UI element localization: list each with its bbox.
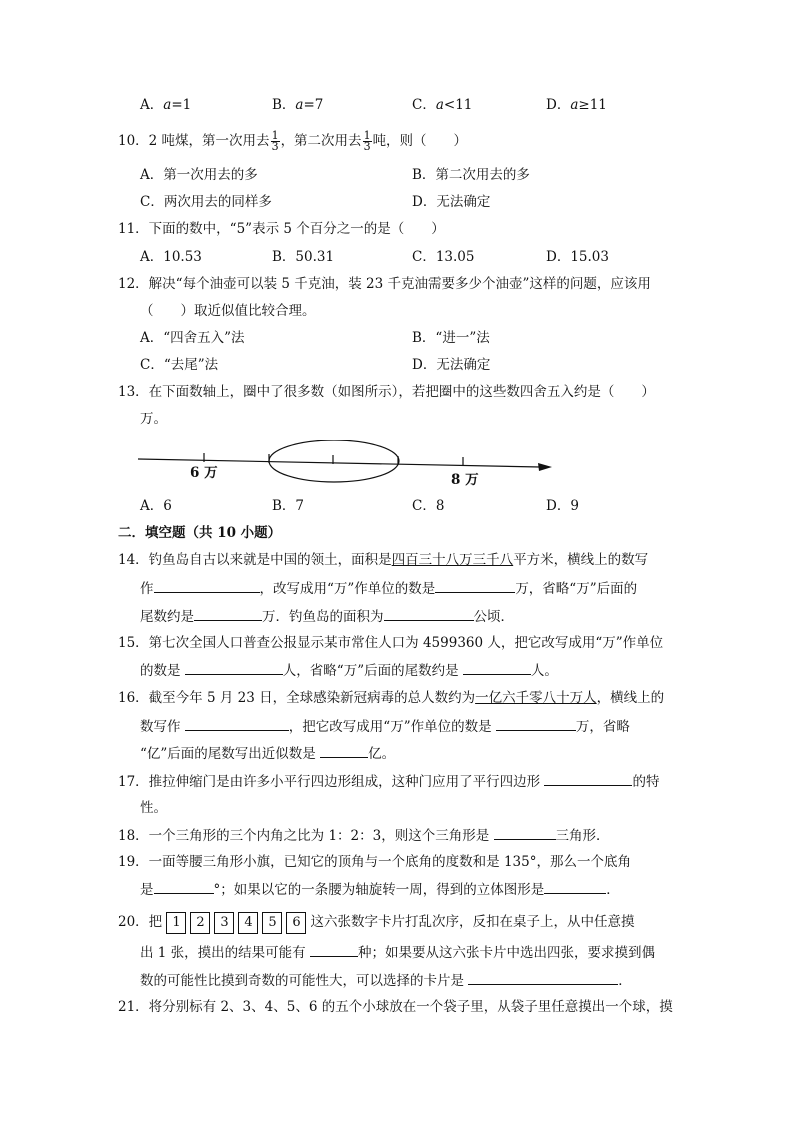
q11-option-d: D．15.03 bbox=[546, 249, 609, 265]
q19-line1: 19．一面等腰三角形小旗，已知它的顶角与一个底角的度数和是 135°，那么一个底角 bbox=[118, 854, 631, 870]
blank[interactable] bbox=[494, 825, 556, 840]
section-heading: 二．填空题（共 10 小题） bbox=[118, 525, 282, 541]
q12-stem-line2: （ ）取近似值比较合理。 bbox=[140, 303, 316, 319]
q9-option-b: B．a=7 bbox=[272, 97, 324, 113]
number-card: 2 bbox=[190, 912, 210, 934]
q10-option-d: D．无法确定 bbox=[412, 194, 491, 210]
q9-option-d: D．a≥11 bbox=[546, 97, 607, 113]
label-6-wan: 6 万 bbox=[190, 465, 218, 481]
q20-line1: 20．把 1 2 3 4 5 6 这六张数字卡片打乱次序，反扣在桌子上，从中任意摸 bbox=[118, 910, 634, 934]
q16-line1: 16．截至今年 5 月 23 日，全球感染新冠病毒的总人数约为一亿六千零八十万人，横线上的 bbox=[118, 690, 665, 706]
q19-line2: 是 °；如果以它的一条腰为轴旋转一周，得到的立体图形是 ． bbox=[140, 879, 620, 900]
q14-line3: 尾数约是 万．钓鱼岛的面积为 公顷． bbox=[140, 606, 514, 627]
number-card: 5 bbox=[262, 912, 282, 934]
q13-stem-line1: 13．在下面数轴上，圈中了很多数（如图所示），若把圈中的这些数四舍五入约是（ ） bbox=[118, 384, 655, 400]
q15-line1: 15．第七次全国人口普查公报显示某市常住人口为 4599360 人，把它改写成用“万”作单位 bbox=[118, 635, 664, 651]
q13-stem-line2: 万。 bbox=[140, 411, 167, 427]
q17-line1: 17．推拉伸缩门是由许多小平行四边形组成，这种门应用了平行四边形 的特 bbox=[118, 771, 659, 792]
q13-option-d: D．9 bbox=[546, 498, 579, 514]
q9-option-c: C．a<11 bbox=[412, 97, 473, 113]
q12-option-a: A．“四舍五入”法 bbox=[140, 330, 245, 346]
blank[interactable] bbox=[544, 771, 632, 786]
q20-line2: 出 1 张，摸出的结果可能有 种；如果要从这六张卡片中选出四张，要求摸到偶 bbox=[140, 942, 655, 963]
q16-line3: “亿”后面的尾数写出近似数是 亿。 bbox=[140, 743, 395, 764]
blank[interactable] bbox=[185, 660, 283, 675]
number-card: 3 bbox=[214, 912, 234, 934]
q17-line2: 性。 bbox=[140, 800, 167, 816]
q12-option-b: B．“进一”法 bbox=[412, 330, 490, 346]
q11-stem: 11．下面的数中，“5”表示 5 个百分之一的是（ ） bbox=[118, 221, 445, 237]
q12-stem-line1: 12．解决“每个油壶可以装 5 千克油，装 23 千克油需要多少个油壶”这样的问题，应该用 bbox=[118, 276, 651, 292]
q18-line1: 18．一个三角形的三个内角之比为 1：2：3，则这个三角形是 三角形． bbox=[118, 825, 610, 846]
number-card: 1 bbox=[166, 912, 186, 934]
q12-option-d: D．无法确定 bbox=[412, 357, 491, 373]
number-card: 4 bbox=[238, 912, 258, 934]
blank[interactable] bbox=[468, 970, 618, 985]
q11-option-c: C．13.05 bbox=[412, 249, 475, 265]
q13-option-c: C．8 bbox=[412, 498, 445, 514]
q13-option-b: B．7 bbox=[272, 498, 305, 514]
q9-option-a: A．a=1 bbox=[140, 97, 192, 113]
q21-line1: 21．将分别标有 2、3、4、5、6 的五个小球放在一个袋子里，从袋子里任意摸出一个球，摸 bbox=[118, 999, 673, 1015]
q16-line2: 数写作 ，把它改写成用“万”作单位的数是 万，省略 bbox=[140, 716, 630, 737]
q13-option-a: A．6 bbox=[140, 498, 172, 514]
q14-line2: 作 ，改写成用“万”作单位的数是 万，省略“万”后面的 bbox=[140, 578, 637, 599]
q10-option-a: A．第一次用去的多 bbox=[140, 167, 258, 183]
blank[interactable] bbox=[435, 578, 515, 593]
blank[interactable] bbox=[154, 578, 260, 593]
q10-option-b: B．第二次用去的多 bbox=[412, 167, 530, 183]
blank[interactable] bbox=[463, 660, 531, 675]
q12-option-c: C．“去尾”法 bbox=[140, 357, 219, 373]
q20-line3: 数的可能性比摸到奇数的可能性大，可以选择的卡片是 ． bbox=[140, 970, 632, 991]
blank[interactable] bbox=[544, 879, 606, 894]
q10-stem: 10．2 吨煤，第一次用去 $\frac{1}{3}$ ，第二次用去 $\frac{1}{3}$ 吨，则（ ） bbox=[118, 129, 468, 153]
q15-line2: 的数是 人，省略“万”后面的尾数约是 人。 bbox=[140, 660, 558, 681]
blank[interactable] bbox=[194, 606, 262, 621]
blank[interactable] bbox=[496, 716, 576, 731]
blank[interactable] bbox=[154, 879, 214, 894]
q11-option-b: B．50.31 bbox=[272, 249, 335, 265]
q14-line1: 14．钓鱼岛自古以来就是中国的领土，面积是四百三十八万三千八平方米，横线上的数写 bbox=[118, 552, 649, 568]
fraction: $\frac{1}{3}$ bbox=[363, 129, 371, 153]
q11-option-a: A．10.53 bbox=[140, 249, 202, 265]
circle-highlight bbox=[269, 440, 399, 482]
blank[interactable] bbox=[310, 942, 358, 957]
arrow-head-icon bbox=[538, 463, 552, 471]
fraction: $\frac{1}{3}$ bbox=[271, 129, 279, 153]
blank[interactable] bbox=[384, 606, 474, 621]
q10-option-c: C．两次用去的同样多 bbox=[140, 194, 272, 210]
blank[interactable] bbox=[320, 743, 368, 758]
label-8-wan: 8 万 bbox=[451, 472, 479, 488]
blank[interactable] bbox=[185, 716, 289, 731]
number-card: 6 bbox=[286, 912, 306, 934]
